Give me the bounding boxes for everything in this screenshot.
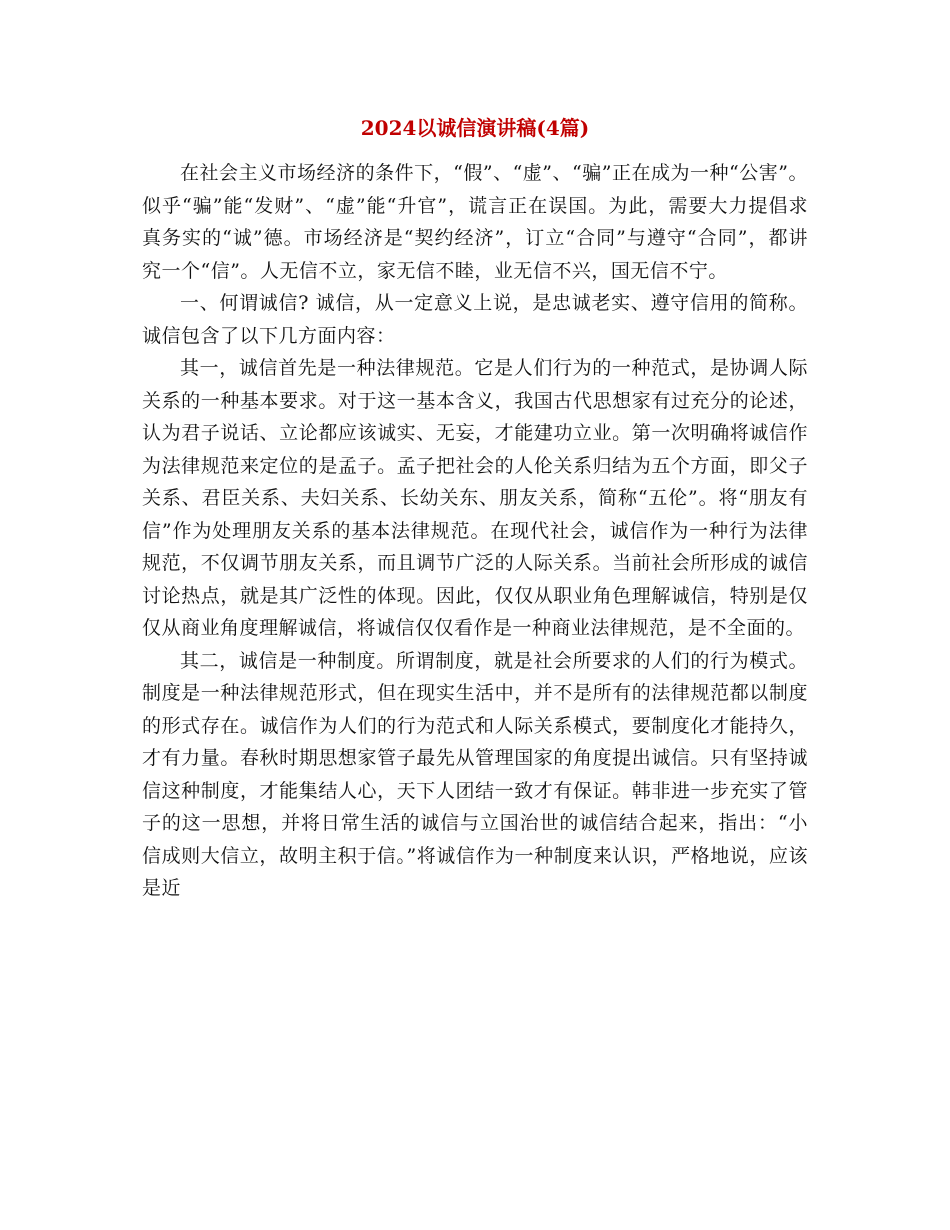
document-title: 2024以诚信演讲稿(4篇) xyxy=(360,116,590,140)
paragraph-point-one: 其一，诚信首先是一种法律规范。它是人们行为的一种范式，是协调人际关系的一种基本要求。对于这一基本含义，我国古代思想家有过充分的论述，认为君子说话、立论都应该诚实、无妄，才能建功立业。第一次明确将诚信作为法律规范来定位的是孟子。孟子把社会的人伦关系归结为五个方面，即父子关系、君臣关系、夫妇关系、长幼关东、朋友关系，简称“五伦”。将“朋友有信”作为处理朋友关系的基本法律规范。在现代社会，诚信作为一种行为法律规范，不仅调节朋友关系，而且调节广泛的人际关系。当前社会所形成的诚信讨论热点，就是其广泛性的体现。因此，仅仅从职业角色理解诚信，特别是仅仅从商业角度理解诚信，将诚信仅仅看作是一种商业法律规范，是不全面的。 xyxy=(142,357,808,639)
paragraph-definition: 一、何谓诚信? 诚信，从一定意义上说，是忠诚老实、遵守信用的简称。诚信包含了以下几方面内容： xyxy=(142,292,808,347)
document-body xyxy=(142,157,808,905)
paragraph-intro: 在社会主义市场经济的条件下，“假”、“虚”、“骗”正在成为一种“公害”。似乎“骗”能“发财”、“虚”能“升官”，谎言正在误国。为此，需要大力提倡求真务实的“诚”德。市场经济是“契约经济”，订立“合同”与遵守“合同”，都讲究一个“信”。人无信不立，家无信不睦，业无信不兴，国无信不宁。 xyxy=(142,162,808,282)
paragraph-point-two: 其二，诚信是一种制度。所谓制度，就是社会所要求的人们的行为模式。制度是一种法律规范形式，但在现实生活中，并不是所有的法律规范都以制度的形式存在。诚信作为人们的行为范式和人际关系模式，要制度化才能持久，才有力量。春秋时期思想家管子最先从管理国家的角度提出诚信。只有坚持诚信这种制度，才能集结人心，天下人团结一致才有保证。韩非进一步充实了管子的这一思想，并将日常生活的诚信与立国治世的诚信结合起来，指出：“小信成则大信立，故明主积于信。”将诚信作为一种制度来认识，严格地说，应该是近 xyxy=(142,649,808,899)
